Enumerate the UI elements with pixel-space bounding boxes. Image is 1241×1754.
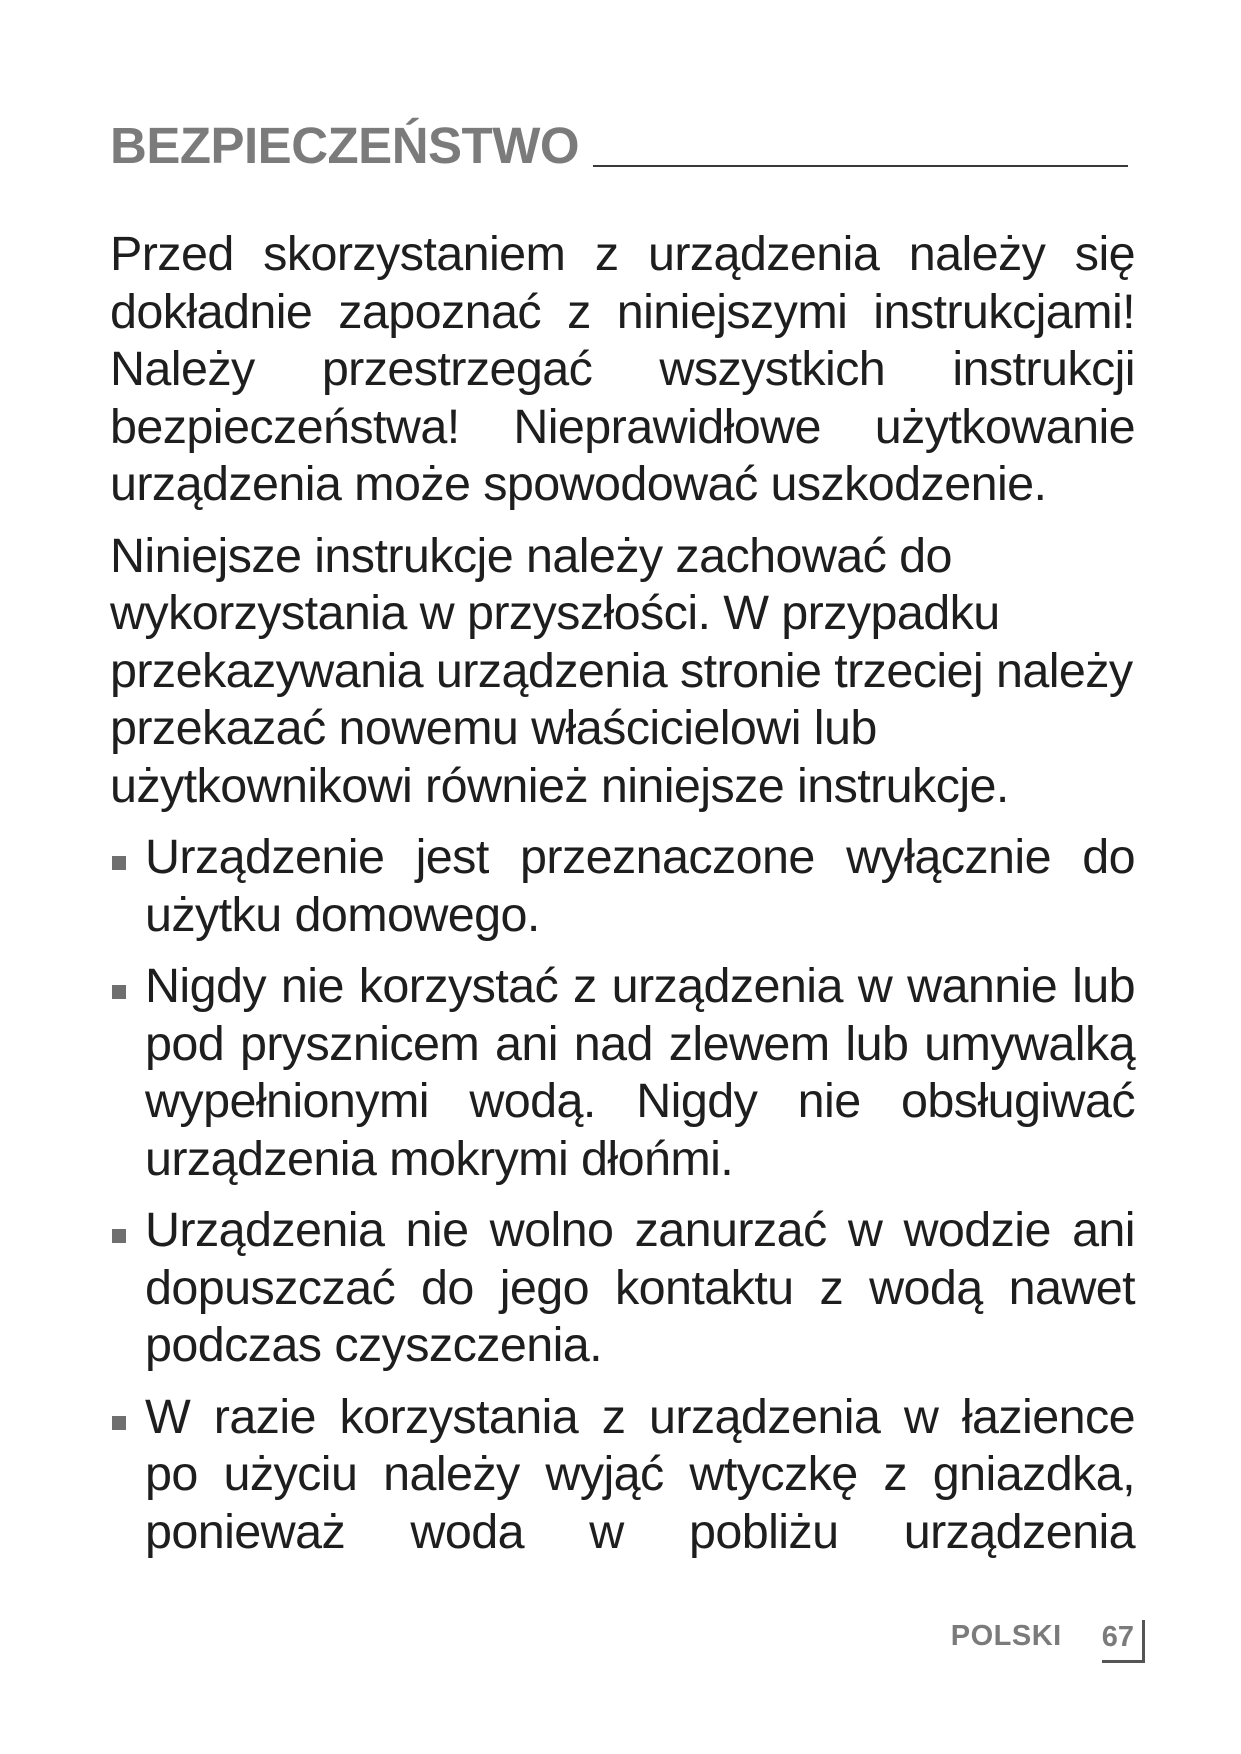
square-bullet-icon	[112, 1416, 126, 1430]
square-bullet-icon	[112, 856, 126, 870]
keep-instructions-paragraph: Niniejsze instrukcje należy zachować do wykorzystania w przyszłości. W przypadku przekazywania urządzenia stronie trzeciej należy przekazać nowemu właścicielowi lub użytkownikowi również niniejsze instrukcje.	[110, 528, 1133, 813]
heading-rule	[593, 165, 1128, 167]
bullet-item	[110, 958, 1135, 1188]
bullet-text: Urządzenia nie wolno zanurzać w wodzie ani dopuszczać do jego kontaktu z wodą nawet podczas czyszczenia.	[145, 1203, 1135, 1372]
footer-language: POLSKI	[950, 1620, 1062, 1652]
body-text	[110, 226, 1135, 1575]
bullet-item	[110, 829, 1135, 944]
square-bullet-icon	[112, 985, 126, 999]
square-bullet-icon	[112, 1229, 126, 1243]
page-footer	[951, 1620, 1145, 1663]
bullet-text: Urządzenie jest przeznaczone wyłącznie do użytku domowego.	[145, 830, 1135, 942]
section-heading-row	[110, 117, 1128, 174]
intro-paragraph: Przed skorzystaniem z urządzenia należy się dokładnie zapoznać z niniejszymi instrukcjami! Należy przestrzegać wszystkich instrukcji bezpieczeństwa! Nieprawidłowe użytkowanie urządzenia może spowodować uszkodzenie.	[110, 227, 1135, 511]
bullet-text: Nigdy nie korzystać z urządzenia w wannie lub pod prysznicem ani nad zlewem lub umywalką wypełnionymi wodą. Nigdy nie obsługiwać urządzenia mokrymi dłońmi.	[145, 959, 1135, 1186]
section-heading: BEZPIECZEŃSTWO	[110, 117, 580, 174]
bullet-item	[110, 1202, 1135, 1375]
page-number: 67	[1101, 1621, 1134, 1653]
bullet-text: W razie korzystania z urządzenia w łazience po użyciu należy wyjąć wtyczkę z gniazdka, ponieważ woda w pobliżu urządzenia	[145, 1389, 1135, 1559]
bullet-item	[110, 1389, 1135, 1562]
page-number-box	[1102, 1620, 1145, 1663]
